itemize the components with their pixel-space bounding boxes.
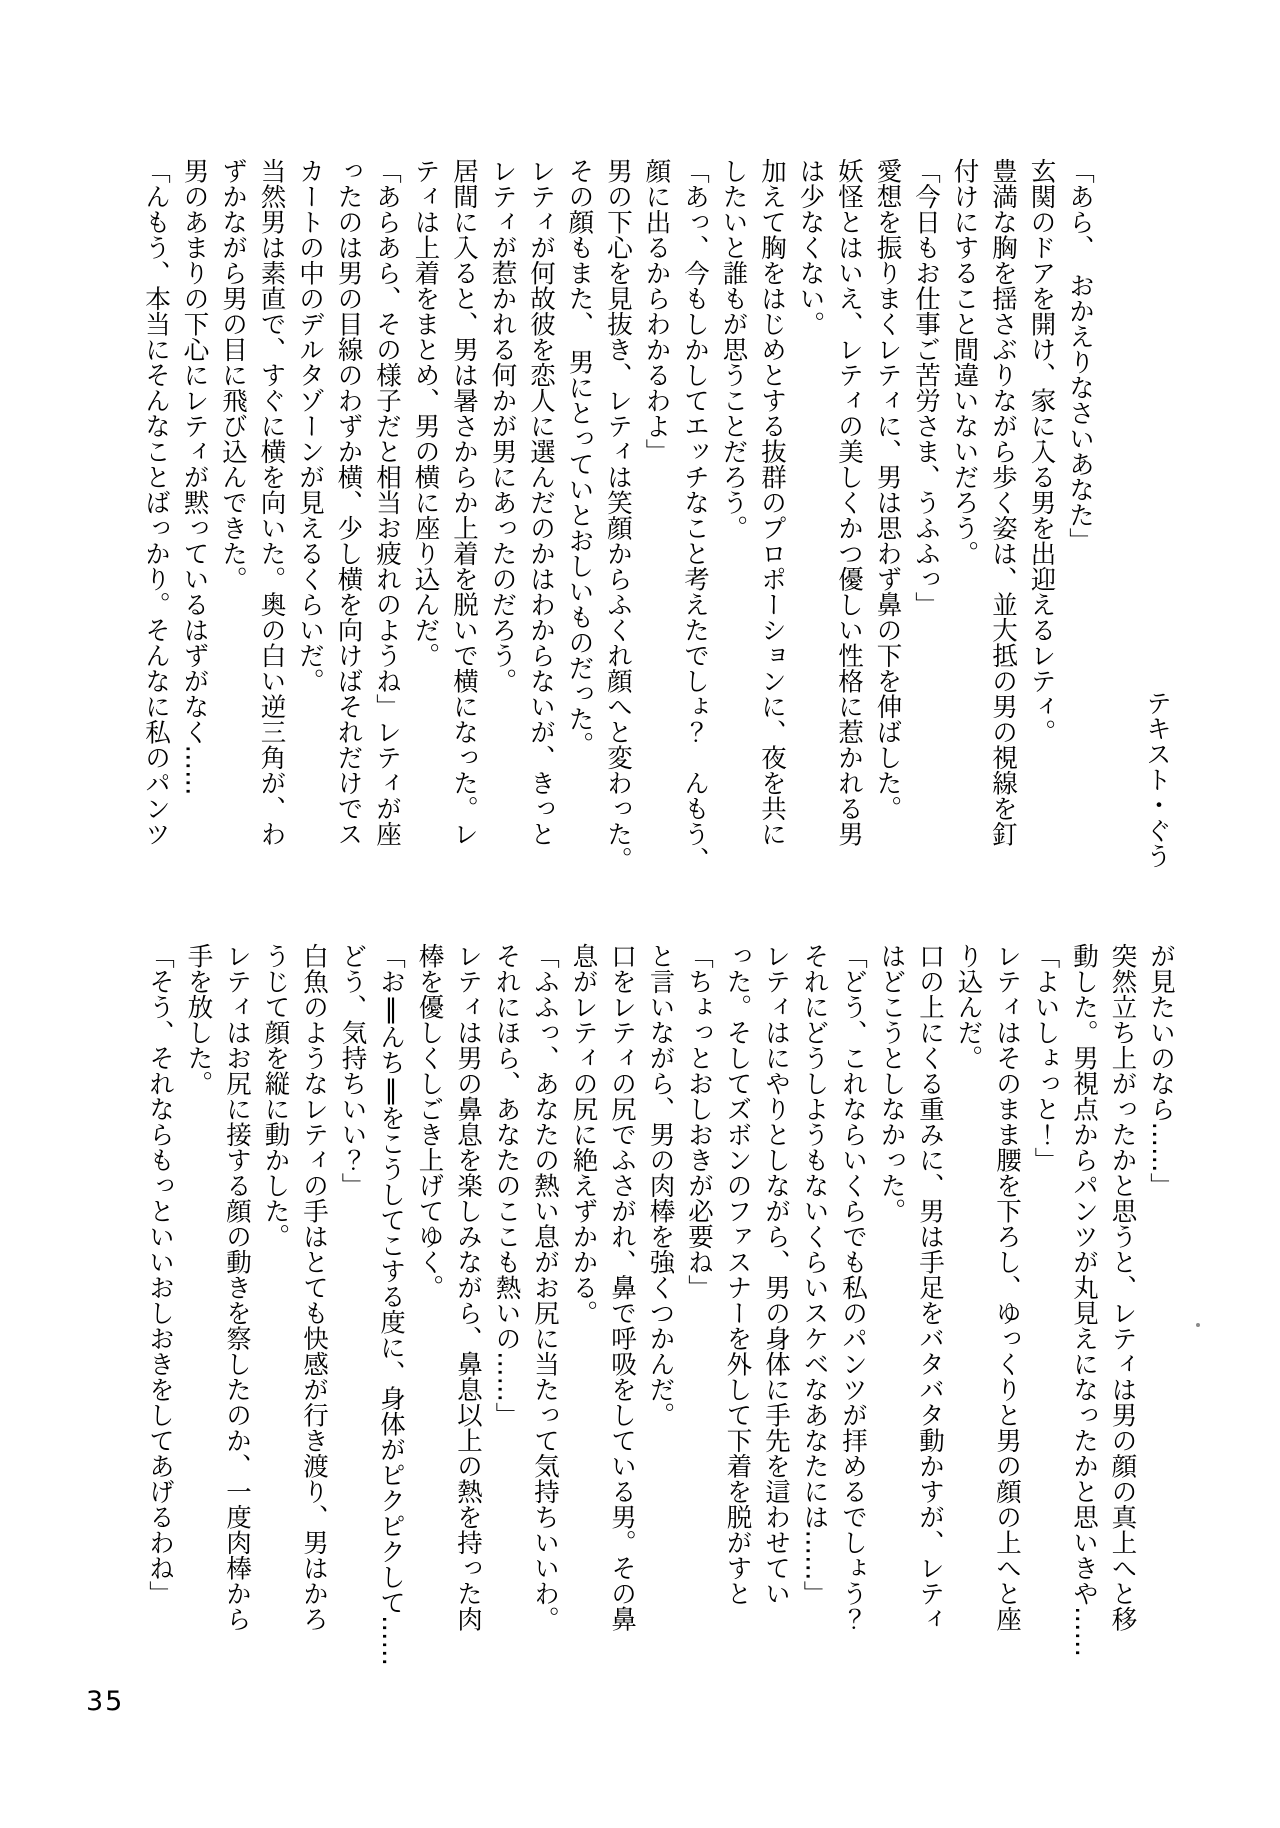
text-line: 玄関のドアを開け、家に入る男を出迎えるレティ。 [1026, 158, 1057, 745]
text-line: うじて顔を縦に動かした。 [260, 943, 291, 1249]
text-line: レティはそのまま腰を下ろし、ゆっくりと男の顔の上へと座 [992, 943, 1022, 1632]
text-line: どう、気持ちいい？」 [337, 943, 368, 1198]
credit-line: テキスト・ぐう [1142, 690, 1172, 869]
blank-line [1099, 158, 1138, 894]
text-line: 「あら、 おかえりなさいあなた」 [1065, 158, 1095, 554]
text-line: それにほら、あなたのここも熱いの……」 [491, 943, 522, 1428]
text-line: 男のあまりの下心にレティが黙っているはずがなく…… [179, 158, 210, 796]
text-line: 付けにすること間違いないだろう。 [949, 158, 980, 566]
text-line: ティは上着をまとめ、男の横に座り込んだ。 [410, 158, 441, 668]
text-line: ずかながら男の目に飛び込んできた。 [218, 158, 248, 592]
text-line: 「あっ、今もしかしてエッチなこと考えたでしょ？ んもう、 [680, 158, 710, 872]
scan-speck [1196, 1323, 1200, 1327]
text-line: 動した。男視点からパンツが丸見えになったかと思いきや…… [1069, 943, 1099, 1657]
text-line: カートの中のデルタゾーンが見えるくらいだ。 [295, 158, 325, 694]
text-line: 「今日もお仕事ご苦労さま、うふふっ」 [911, 158, 941, 617]
text-line: その顔もまた、 男にとっていとおしいものだった。 [564, 158, 595, 758]
text-line: はどこうとしなかった。 [876, 943, 907, 1224]
text-line: 突然立ち上がったかと思うと、レティは男の顔の真上へと移 [1107, 943, 1138, 1632]
text-line: 「あらあら、その様子だと相当お疲れのようね」レティが座 [372, 158, 402, 847]
text-line: レティが惹かれる何かが男にあったのだろう。 [487, 158, 518, 694]
text-line: り込んだ。 [953, 943, 984, 1071]
text-line: 顔に出るからわかるわよ」 [641, 158, 672, 464]
text-line: 愛想を振りまくレティに、男は思わず鼻の下を伸ばした。 [872, 158, 903, 821]
text-line: と言いながら、男の肉棒を強くつかんだ。 [645, 943, 676, 1428]
text-line: 豊満な胸を揺さぶりながら歩く姿は、並大抵の男の視線を釘 [988, 158, 1018, 847]
text-line: 「ちょっとおしおきが必要ね」 [684, 943, 714, 1300]
text-line: レティはにやりとしながら、男の身体に手先を這わせてい [761, 943, 791, 1606]
text-line: 「よいしょっと！」 [1030, 943, 1061, 1173]
text-line: 口をレティの尻でふさがれ、鼻で呼吸をしている男。その鼻 [607, 943, 637, 1632]
text-line: が見たいのなら……」 [1146, 943, 1176, 1198]
text-line: 「んもう、本当にそんなことばっかり。そんなに私のパンツ [141, 158, 171, 847]
page-number: 35 [86, 1686, 125, 1717]
text-line: は少なくない。 [795, 158, 826, 337]
text-line: レティはお尻に接する顔の動きを察したのか、一度肉棒から [222, 943, 252, 1632]
text-line: 棒を優しくしごき上げてゆく。 [414, 943, 445, 1300]
text-line: 男の下心を見抜き、レティは笑顔からふくれ顔へと変わった。 [603, 158, 633, 872]
text-line: ったのは男の目線のわずか横、少し横を向けばそれだけでス [333, 158, 364, 847]
text-line: 手を放した。 [183, 943, 214, 1096]
text-line: 妖怪とはいえ、レティの美しくかつ優しい性格に惹かれる男 [834, 158, 864, 847]
text-line: 居間に入ると、男は暑さからか上着を脱いで横になった。レ [449, 158, 479, 847]
text-line: したいと誰もが思うことだろう。 [718, 158, 749, 541]
text-line: レティが何故彼を恋人に選んだのかはわからないが、きっと [526, 158, 556, 847]
text-line: 「ふふっ、あなたの熱い息がお尻に当たって気持ちいいわ。 [530, 943, 560, 1632]
text-line: った。そしてズボンのファスナーを外して下着を脱がすと [722, 943, 753, 1606]
top-text-block [137, 158, 1177, 894]
text-line: 息がレティの尻に絶えずかかる。 [568, 943, 599, 1326]
bottom-text-block [141, 943, 1181, 1679]
text-line: レティは男の鼻息を楽しみながら、鼻息以上の熱を持った肉 [453, 943, 483, 1632]
text-line: 「そう、それならもっといいおしおきをしてあげるわね」 [145, 943, 175, 1606]
text-line: それにどうしようもないくらいスケベなあなたには……」 [799, 943, 830, 1606]
text-line: 白魚のようなレティの手はとても快感が行き渡り、男はかろ [299, 943, 329, 1632]
text-line: 当然男は素直で、すぐに横を向いた。奥の白い逆三角が、わ [256, 158, 287, 847]
text-line: 加えて胸をはじめとする抜群のプロポーションに、夜を共に [757, 158, 787, 847]
text-line: 口の上にくる重みに、男は手足をバタバタ動かすが、レティ [915, 943, 945, 1632]
text-line: 「お‖んち‖をこうしてこする度に、身体がピクピクして…… [376, 943, 406, 1666]
text-line: 「どう、これならいくらでも私のパンツが拝めるでしょう？ [838, 943, 868, 1632]
